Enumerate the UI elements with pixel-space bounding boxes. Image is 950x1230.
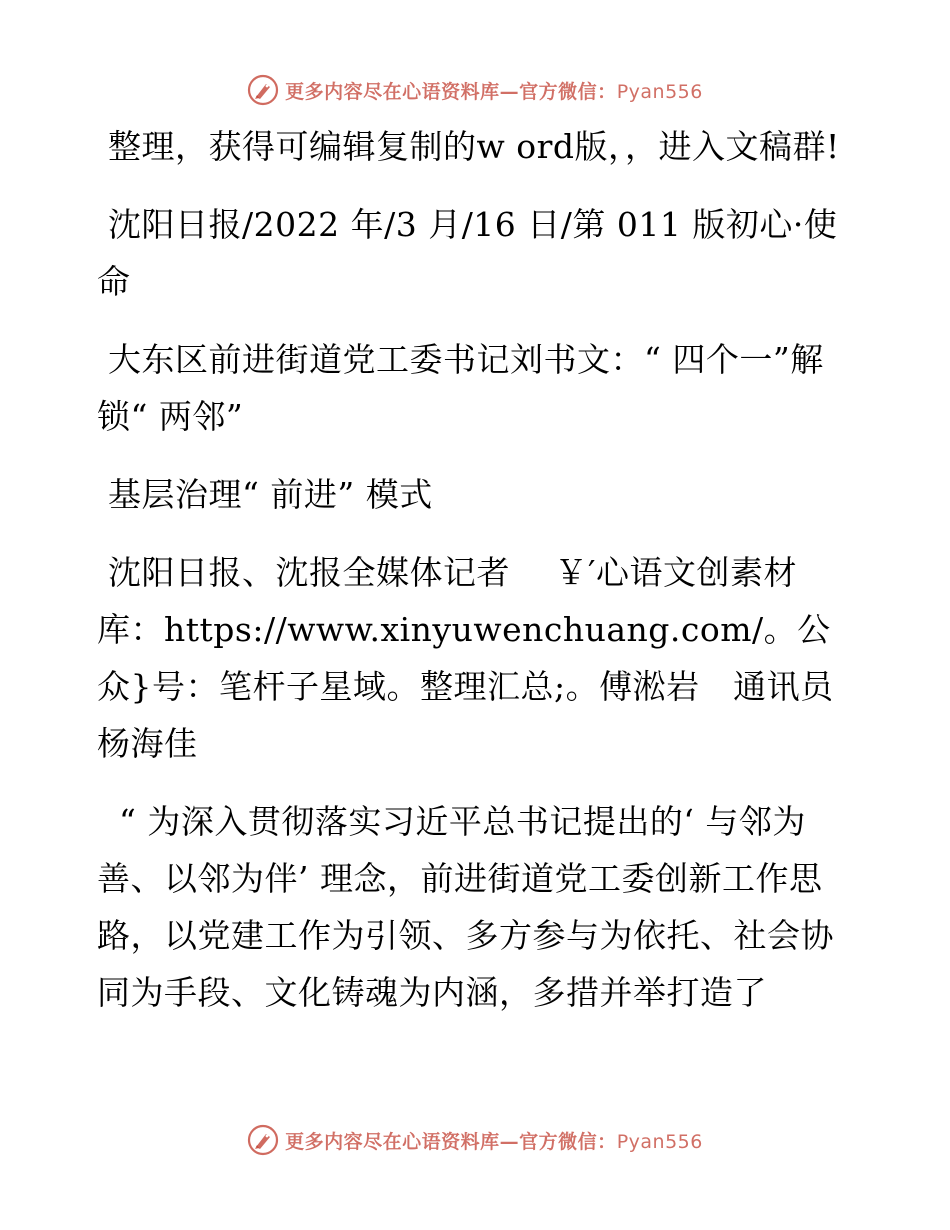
paragraph-body: “ 为深入贯彻落实习近平总书记提出的‘ 与邻为善、以邻为伴’ 理念，前进街道党工委创新工作思路，以党建工作为引领、多方参与为依托、社会协同为手段、文化铸魂为内涵，多措并举打造了 xyxy=(97,802,834,1012)
paragraph-headline: 大东区前进街道党工委书记刘书文：“ 四个一”解锁“ 两邻” xyxy=(97,340,824,436)
paragraph-source-line: 沈阳日报/2022 年/3 月/16 日/第 011 版初心·使命 xyxy=(97,205,838,301)
pen-nib-logo-icon xyxy=(247,74,279,106)
watermark-text xyxy=(285,1127,703,1154)
footer-watermark xyxy=(0,1120,950,1160)
watermark-contact-label: 官方微信： xyxy=(519,1130,617,1153)
watermark-contact-label: 官方微信： xyxy=(519,80,617,103)
paragraph-subheadline: 基层治理“ 前进” 模式 xyxy=(97,475,433,514)
paragraph-byline: 沈阳日报、沈报全媒体记者 ￥′心语文创素材库：https://www.xinyuwenchuang.com/。公众}号：笔杆子星域。整理汇总;。傅淞岩 通讯员杨海佳 xyxy=(97,553,834,763)
pen-nib-logo-icon xyxy=(247,1124,279,1156)
header-watermark xyxy=(0,70,950,110)
watermark-brand: 更多内容尽在心语资料库 xyxy=(285,1130,500,1153)
watermark-contact-id: Pyan556 xyxy=(616,80,703,103)
watermark-separator: — xyxy=(499,80,520,103)
watermark-brand: 更多内容尽在心语资料库 xyxy=(285,80,500,103)
watermark-contact-id: Pyan556 xyxy=(616,1130,703,1153)
watermark-text xyxy=(285,77,703,104)
watermark-separator: — xyxy=(499,1130,520,1153)
document-body xyxy=(97,118,857,1042)
paragraph-intro: 整理，获得可编辑复制的w ord版，，进入文稿群! xyxy=(97,127,840,166)
